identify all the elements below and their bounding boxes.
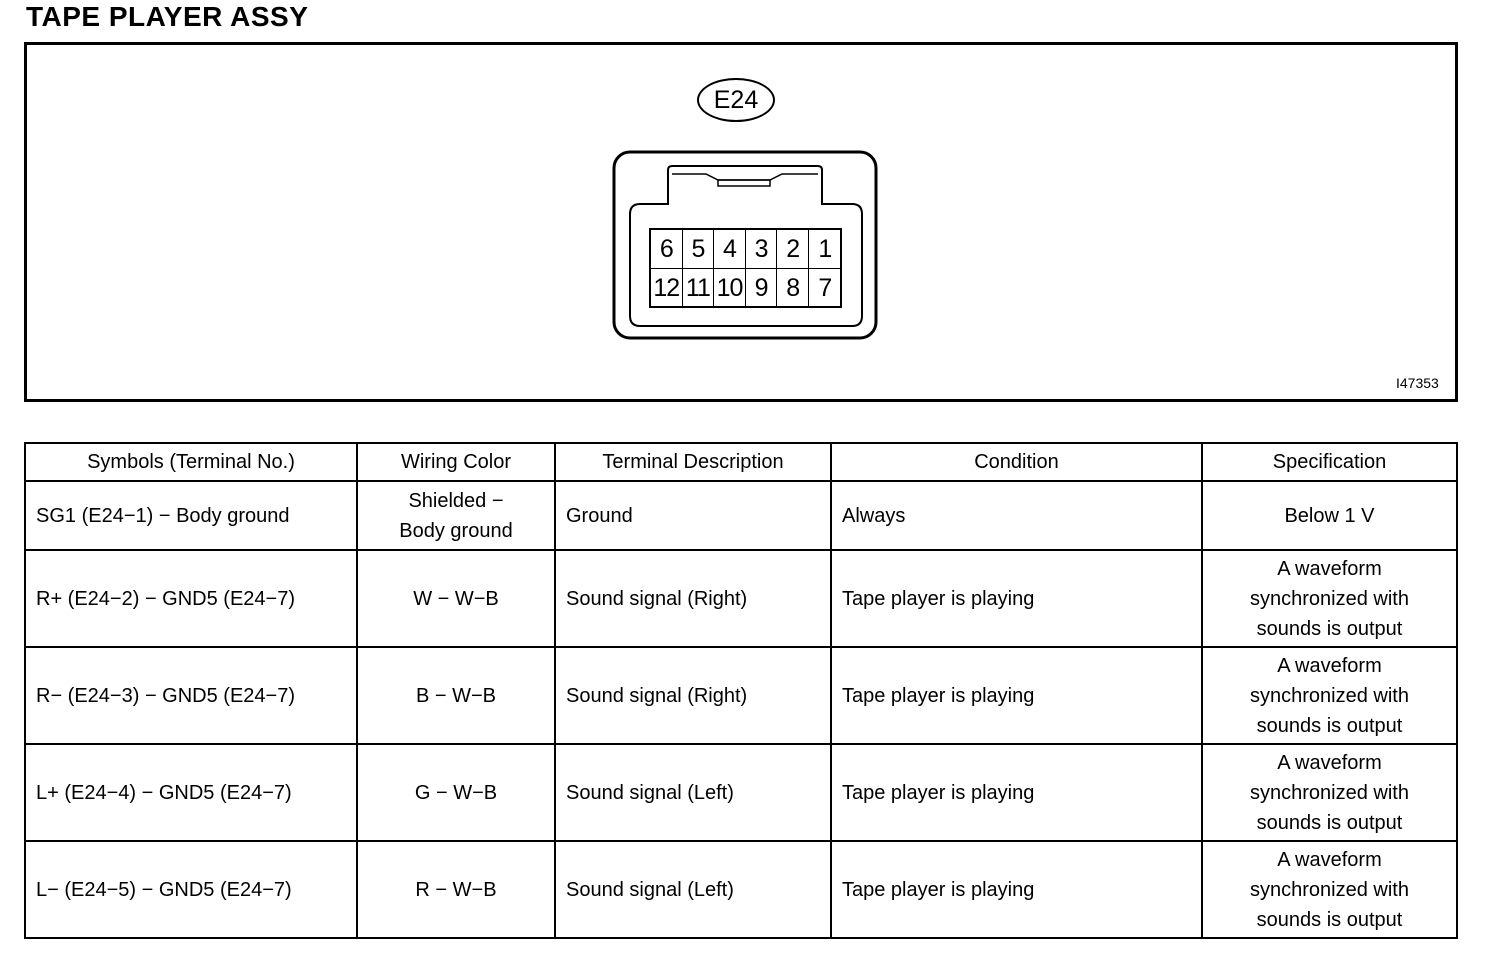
table-row <box>25 550 1457 647</box>
cell-wiring-color: G − W−B <box>357 744 555 841</box>
pin-10: 10 <box>714 269 746 308</box>
cell-condition: Tape player is playing <box>831 841 1202 938</box>
cell-symbols: R+ (E24−2) − GND5 (E24−7) <box>25 550 357 647</box>
cell-symbols: SG1 (E24−1) − Body ground <box>25 481 357 550</box>
cell-symbols: L− (E24−5) − GND5 (E24−7) <box>25 841 357 938</box>
header-specification: Specification <box>1202 443 1457 481</box>
connector-label: E24 <box>697 78 775 122</box>
cell-condition: Always <box>831 481 1202 550</box>
cell-condition: Tape player is playing <box>831 744 1202 841</box>
header-terminal-description: Terminal Description <box>555 443 831 481</box>
pin-5: 5 <box>683 230 715 269</box>
table-header-row <box>25 443 1457 481</box>
cell-wiring-color: B − W−B <box>357 647 555 744</box>
cell-description: Sound signal (Right) <box>555 647 831 744</box>
cell-description: Ground <box>555 481 831 550</box>
pin-3: 3 <box>746 230 778 269</box>
pin-6: 6 <box>651 230 683 269</box>
cell-specification: A waveform synchronized with sounds is output <box>1202 744 1457 841</box>
pin-2: 2 <box>777 230 809 269</box>
header-symbols: Symbols (Terminal No.) <box>25 443 357 481</box>
pin-1: 1 <box>809 230 841 269</box>
cell-wiring-color: W − W−B <box>357 550 555 647</box>
pin-4: 4 <box>714 230 746 269</box>
pin-12: 12 <box>651 269 683 308</box>
pin-7: 7 <box>818 274 832 302</box>
table-row <box>25 744 1457 841</box>
cell-description: Sound signal (Left) <box>555 744 831 841</box>
cell-symbols: R− (E24−3) − GND5 (E24−7) <box>25 647 357 744</box>
header-condition: Condition <box>831 443 1202 481</box>
cell-wiring-color: R − W−B <box>357 841 555 938</box>
cell-description: Sound signal (Left) <box>555 841 831 938</box>
terminal-spec-table <box>24 442 1458 939</box>
cell-specification: A waveform synchronized with sounds is output <box>1202 550 1457 647</box>
connector-pin-grid <box>649 228 842 308</box>
pin-8: 8 <box>777 269 809 308</box>
cell-description: Sound signal (Right) <box>555 550 831 647</box>
table-row <box>25 481 1457 550</box>
pin-11: 11 <box>683 269 715 308</box>
header-wiring-color: Wiring Color <box>357 443 555 481</box>
page-title: TAPE PLAYER ASSY <box>26 1 309 32</box>
cell-specification: A waveform synchronized with sounds is output <box>1202 647 1457 744</box>
table-row <box>25 841 1457 938</box>
cell-symbols: L+ (E24−4) − GND5 (E24−7) <box>25 744 357 841</box>
cell-specification: A waveform synchronized with sounds is output <box>1202 841 1457 938</box>
cell-specification: Below 1 V <box>1202 481 1457 550</box>
pin-9: 9 <box>746 269 778 308</box>
table-row <box>25 647 1457 744</box>
cell-wiring-color: Shielded − Body ground <box>357 481 555 550</box>
figure-id: I47353 <box>1396 375 1439 391</box>
cell-condition: Tape player is playing <box>831 550 1202 647</box>
cell-condition: Tape player is playing <box>831 647 1202 744</box>
